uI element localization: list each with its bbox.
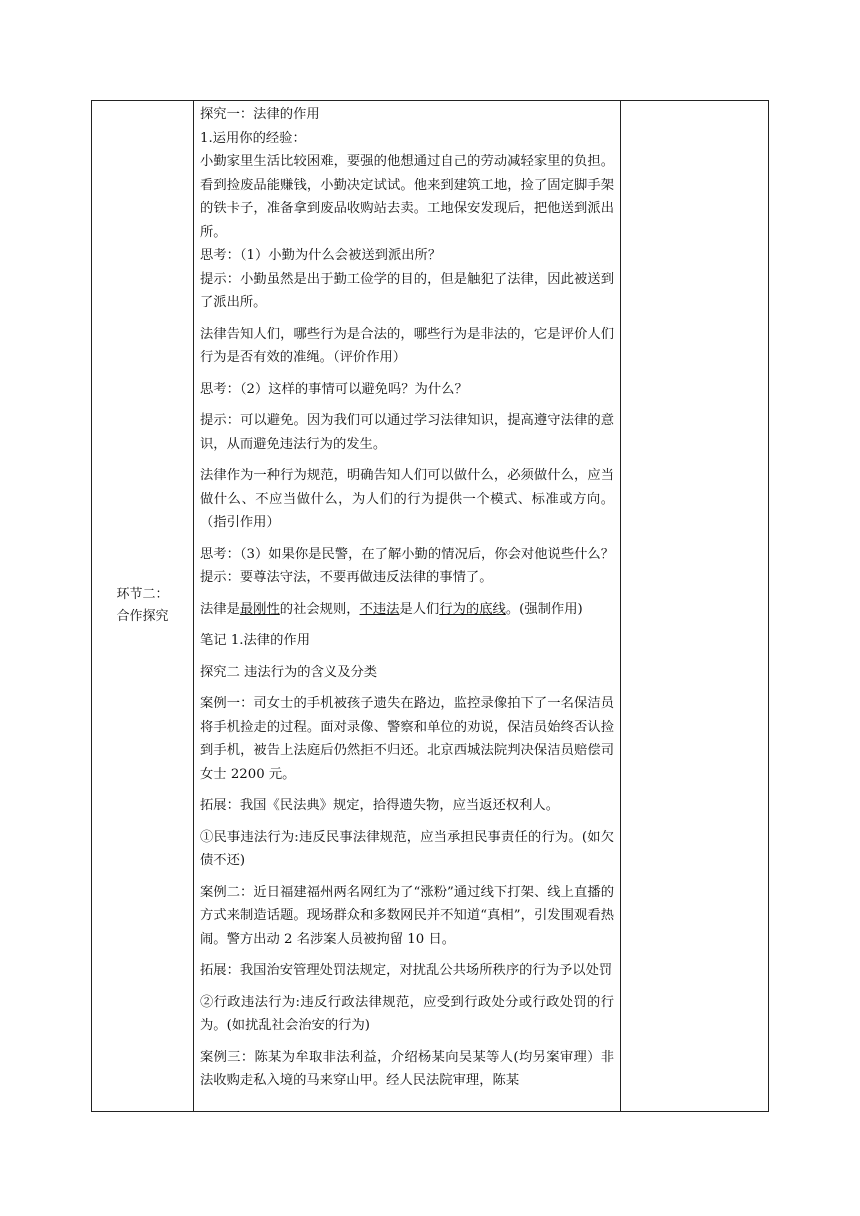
- hint1-answer: 提示：小勤虽然是出于勤工俭学的目的，但是触犯了法律，因此被送到了派出所。: [200, 271, 614, 310]
- force-text-1: 法律是: [200, 601, 240, 617]
- force-text-4: 。(强制作用): [505, 601, 583, 617]
- think2-question: 思考：（2）这样的事情可以避免吗？为什么？: [200, 381, 468, 397]
- story-paragraph: 小勤家里生活比较困难，要强的他想通过自己的劳动减轻家里的负担。看到捡废品能赚钱，小勤决定试试。他来到建筑工地，捡了固定脚手架的铁卡子，准备拿到废品收购站去卖。工地保安发现后，把他送到派出所。: [200, 154, 614, 240]
- inquiry2-title: 探究二 违法行为的含义及分类: [200, 664, 378, 680]
- item1-heading: 1.运用你的经验：: [200, 130, 306, 146]
- hint2-answer: 提示：可以避免。因为我们可以通过学习法律知识，提高遵守法律的意识，从而避免违法行为的发生。: [200, 413, 614, 452]
- force-underline-3: 行为的底线: [439, 601, 506, 617]
- force-underline-2: 不违法: [359, 601, 400, 617]
- notes-cell: [621, 101, 769, 1112]
- case3-paragraph: 案例三：陈某为牟取非法利益，介绍杨某向吴某等人(均另案审理）非法收购走私入境的马来穿山甲。经人民法院审理，陈某: [200, 1049, 614, 1088]
- force-text-2: 的社会规则，: [279, 601, 360, 617]
- case1-paragraph: 案例一：司女士的手机被孩子遗失在路边，监控录像拍下了一名保洁员将手机捡走的过程。面对录像、警察和单位的劝说，保洁员始终否认捡到手机，被告上法庭后仍然拒不归还。北京西城法院判决保洁员赔偿司女士 2200 元。: [200, 696, 614, 782]
- section-label-cell: [92, 101, 194, 1112]
- section-label-line1: 环节二：: [116, 587, 169, 602]
- force-text-3: 是人们: [399, 601, 440, 617]
- content-body: [200, 103, 614, 1111]
- lesson-plan-table: [91, 100, 769, 1112]
- case2-paragraph: 案例二：近日福建福州两名网红为了“涨粉”通过线下打架、线上直播的方式来制造话题。现场群众和多数网民并不知道“真相”，引发围观看热闹。警方出动 2 名涉案人员被拘留 10 日。: [200, 884, 614, 947]
- evaluate-function: 法律告知人们，哪些行为是合法的，哪些行为是非法的，它是评价人们行为是否有效的准绳。（评价作用）: [200, 326, 614, 365]
- ext1-paragraph: 拓展：我国《民法典》规定，拾得遗失物，应当返还权利人。: [200, 798, 560, 813]
- think3-question: 思考：（3）如果你是民警，在了解小勤的情况后，你会对他说些什么？提示：要尊法守法，不要再做违反法律的事情了。: [200, 546, 614, 585]
- section-label-line2: 合作探究: [116, 609, 169, 624]
- ext2-paragraph: 拓展：我国治安管理处罚法规定，对扰乱公共场所秩序的行为予以处罚: [200, 963, 613, 978]
- table-row: [92, 101, 769, 1112]
- think1-question: 思考：（1）小勤为什么会被送到派出所？: [200, 248, 442, 263]
- force-function: [200, 598, 614, 622]
- force-underline-1: 最刚性: [239, 601, 280, 617]
- inquiry1-title: 探究一：法律的作用: [200, 107, 320, 122]
- content-cell: [194, 101, 621, 1112]
- civil-violation: ①民事违法行为:违反民事法律规范，应当承担民事责任的行为。(如欠债不还): [200, 829, 614, 868]
- guide-function: 法律作为一种行为规范，明确告知人们可以做什么，必须做什么，应当做什么、不应当做什么，为人们的行为提供一个模式、标准或方向。（指引作用）: [200, 468, 614, 530]
- note1: 笔记 1.法律的作用: [200, 633, 310, 648]
- admin-violation: ②行政违法行为:违反行政法律规范，应受到行政处分或行政处罚的行为。(如扰乱社会治安的行为): [200, 994, 614, 1033]
